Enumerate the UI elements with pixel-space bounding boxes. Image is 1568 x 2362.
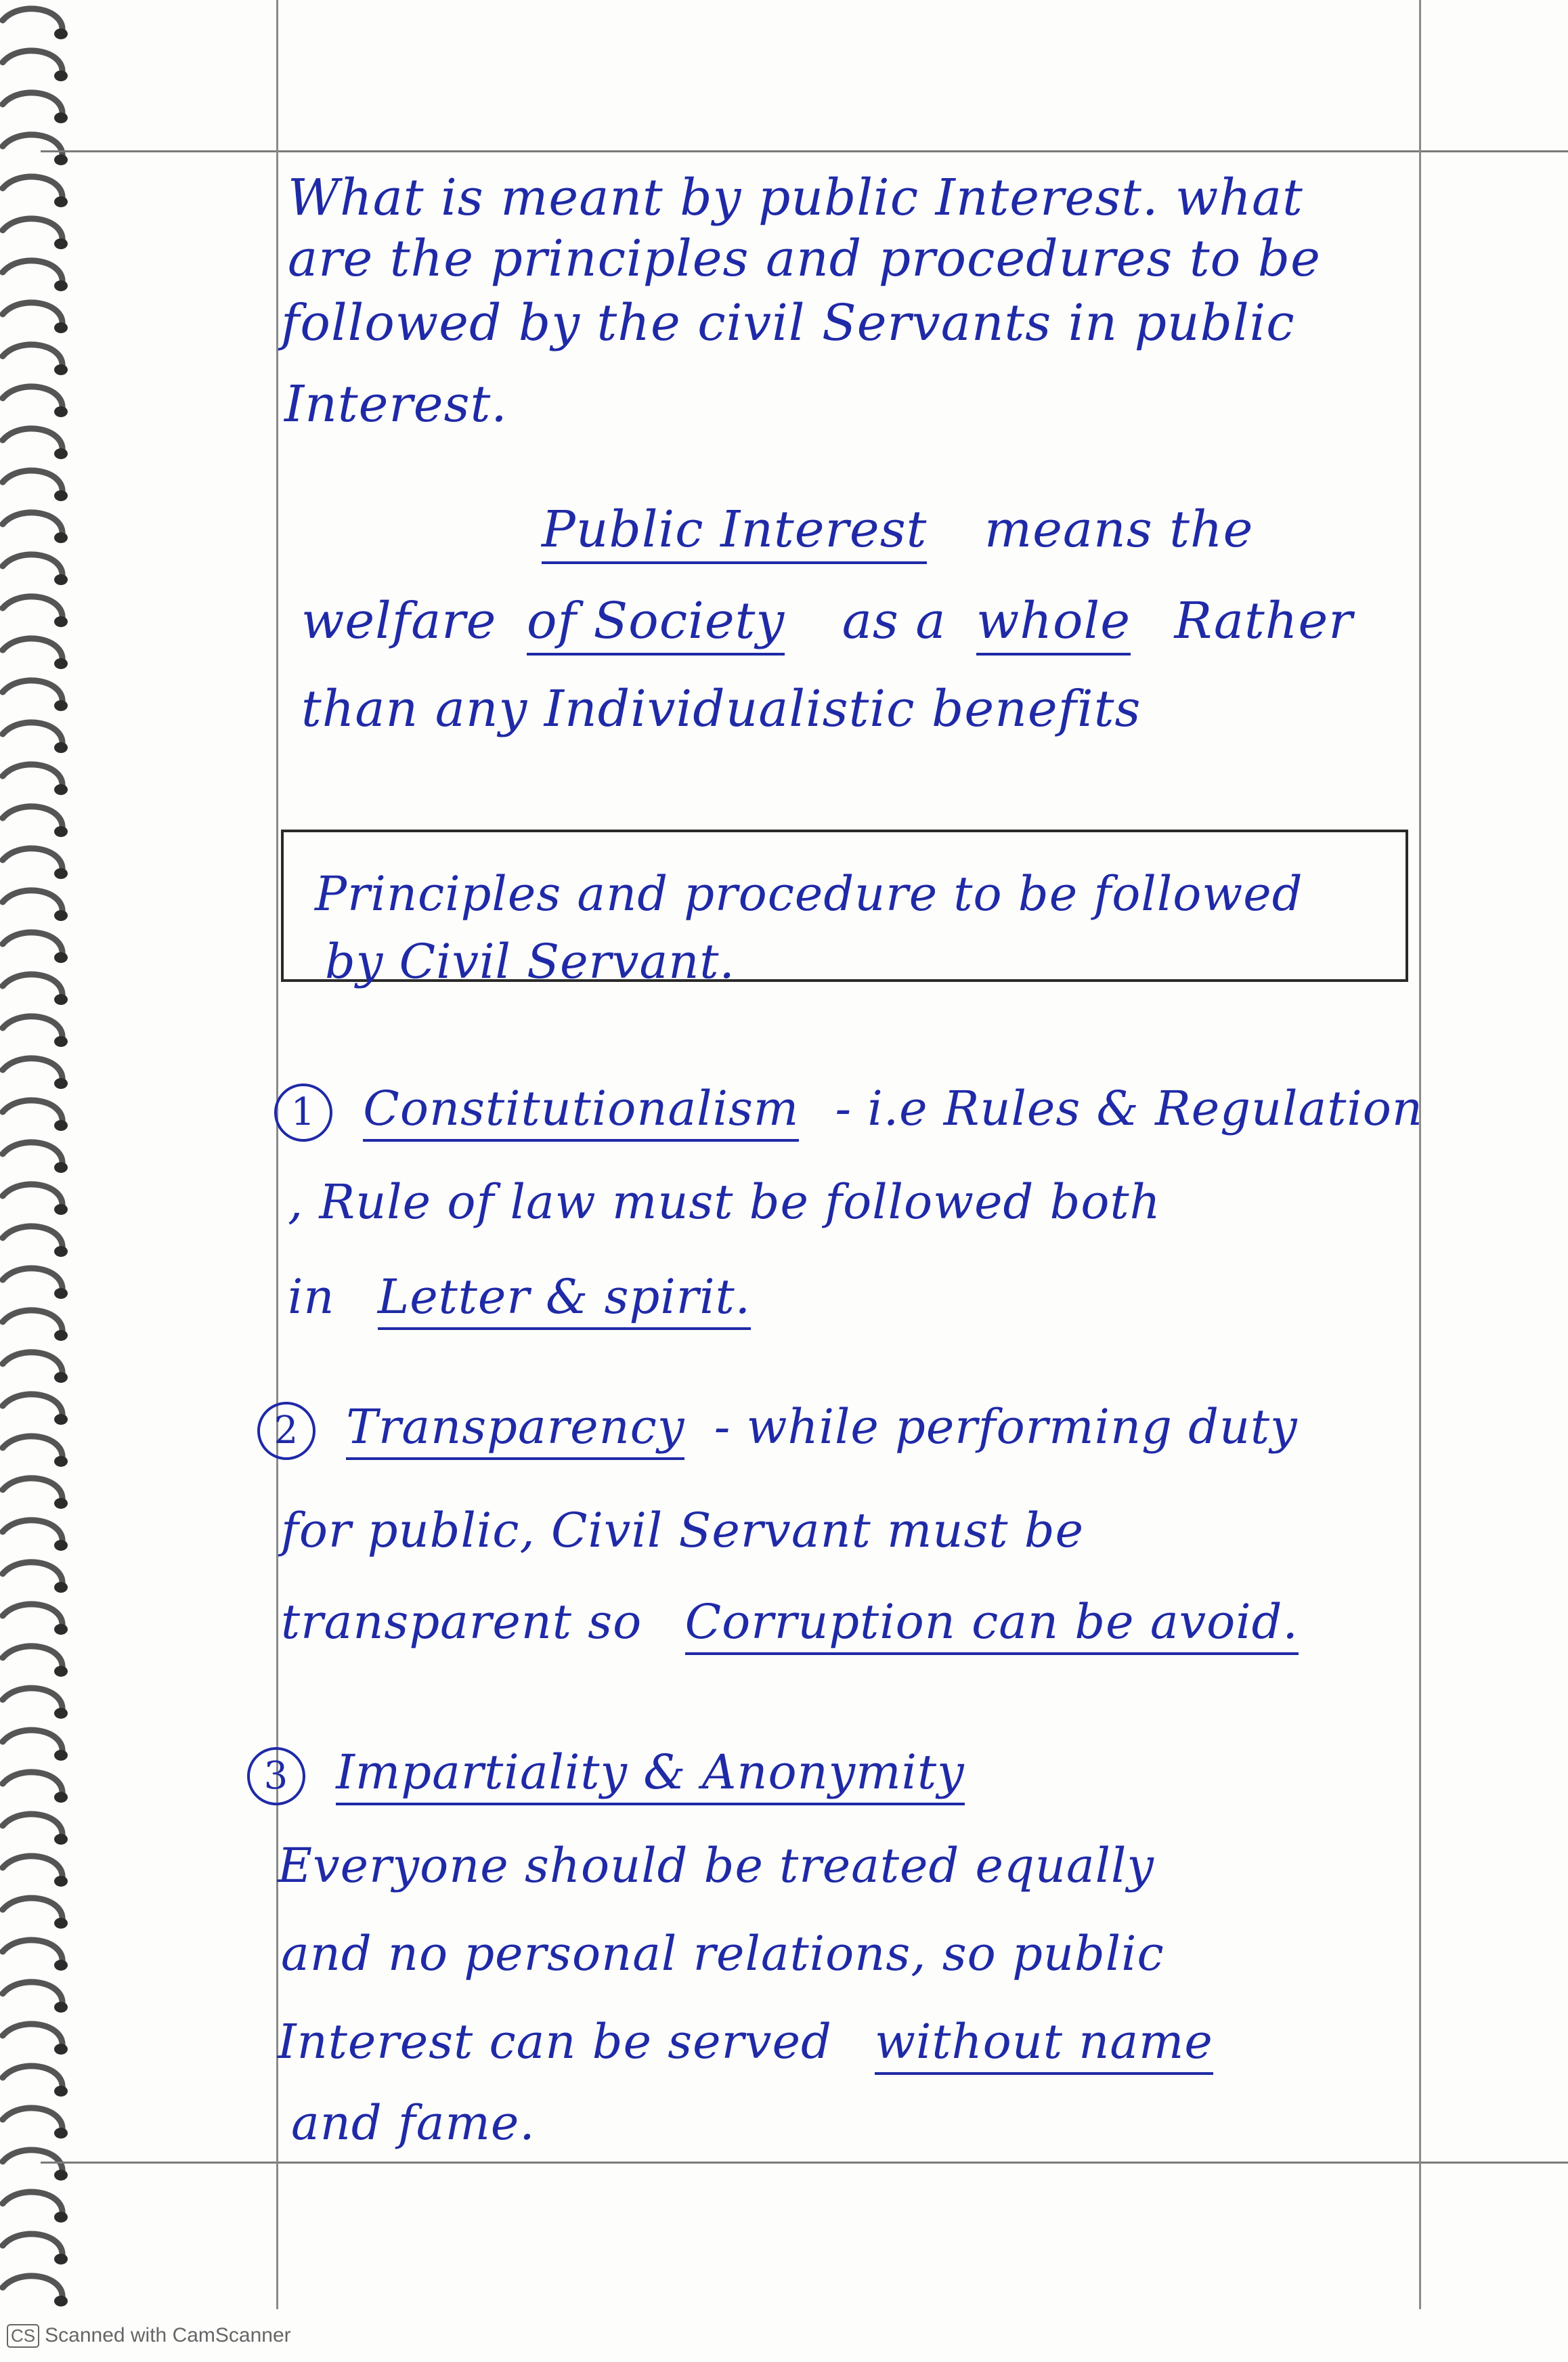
spiral-hole xyxy=(54,1876,68,1887)
point-2-title: Transparency xyxy=(346,1399,684,1460)
spiral-hole xyxy=(54,1120,68,1131)
spiral-hole xyxy=(54,1834,68,1845)
spiral-hole xyxy=(54,1540,68,1551)
definition-rather: Rather xyxy=(1174,592,1353,650)
spiral-hole xyxy=(54,1498,68,1509)
spiral-hole xyxy=(54,574,68,585)
spiral-hole xyxy=(54,490,68,501)
right-margin-line xyxy=(1419,0,1421,2309)
point-2-number: 2 xyxy=(257,1402,315,1460)
spiral-ring xyxy=(3,1058,62,1081)
point-1-line-1: - i.e Rules & Regulation xyxy=(835,1081,1423,1136)
point-2-line-3 xyxy=(281,1594,1299,1650)
spiral-ring xyxy=(3,1646,62,1669)
spiral-hole xyxy=(54,1288,68,1299)
spiral-hole xyxy=(54,28,68,39)
spiral-hole xyxy=(54,1372,68,1383)
spiral-ring xyxy=(3,345,62,367)
scanner-badge: CS xyxy=(7,2324,39,2348)
spiral-hole xyxy=(54,784,68,795)
spiral-ring xyxy=(3,387,62,409)
question-line-4: Interest. xyxy=(284,375,508,433)
spiral-ring xyxy=(3,849,62,871)
spiral-hole xyxy=(54,2044,68,2055)
spiral-hole xyxy=(54,1414,68,1425)
spiral-ring xyxy=(3,1898,62,1920)
spiral-hole xyxy=(54,868,68,879)
spiral-hole xyxy=(54,2128,68,2139)
point-2-line-2: for public, Civil Servant must be xyxy=(281,1503,1085,1558)
definition-as-a: as a xyxy=(842,592,946,650)
spiral-hole xyxy=(54,1666,68,1677)
spiral-hole xyxy=(54,1078,68,1089)
spiral-ring xyxy=(3,1394,62,1417)
boxed-heading-line-1: Principles and procedure to be followed xyxy=(315,866,1303,922)
spiral-hole xyxy=(54,616,68,627)
definition-of-society: of Society xyxy=(527,592,785,656)
spiral-hole xyxy=(54,994,68,1005)
spiral-ring xyxy=(3,1940,62,1962)
spiral-hole xyxy=(54,2212,68,2223)
spiral-ring xyxy=(3,932,62,955)
spiral-ring xyxy=(3,1688,62,1711)
definition-line-1 xyxy=(542,500,1254,559)
definition-welfare: welfare xyxy=(301,592,497,650)
spiral-ring xyxy=(3,177,62,199)
spiral-hole xyxy=(54,1330,68,1341)
spiral-hole xyxy=(54,952,68,963)
spiral-ring xyxy=(3,513,62,535)
point-3-line-2: and no personal relations, so public xyxy=(281,1926,1164,1981)
question-line-3-text: followed by the civil Servants in public xyxy=(281,294,1295,352)
spiral-ring xyxy=(3,1310,62,1333)
spiral-hole xyxy=(54,1624,68,1635)
definition-line-1-rest: means the xyxy=(984,500,1254,559)
spiral-hole xyxy=(54,196,68,207)
spiral-hole xyxy=(54,826,68,837)
definition-line-3: than any Individualistic benefits xyxy=(301,680,1141,738)
spiral-hole xyxy=(54,2086,68,2097)
point-3-underlined-tail: without name xyxy=(875,2014,1213,2075)
spiral-ring xyxy=(3,765,62,787)
spiral-hole xyxy=(54,532,68,543)
spiral-ring xyxy=(3,2276,62,2298)
spiral-ring xyxy=(3,1142,62,1165)
point-1-in: in xyxy=(288,1269,335,1325)
spiral-ring xyxy=(3,1226,62,1249)
spiral-ring xyxy=(3,1478,62,1501)
spiral-binding xyxy=(0,0,74,2362)
scanner-watermark xyxy=(7,2324,291,2348)
spiral-ring xyxy=(3,1562,62,1585)
spiral-hole xyxy=(54,1162,68,1173)
spiral-hole xyxy=(54,2296,68,2306)
spiral-ring xyxy=(3,1814,62,1837)
spiral-ring xyxy=(3,974,62,997)
spiral-ring xyxy=(3,471,62,493)
spiral-hole xyxy=(54,1204,68,1215)
point-3-title: Impartiality & Anonymity xyxy=(336,1744,964,1805)
spiral-ring xyxy=(3,429,62,451)
spiral-ring xyxy=(3,639,62,661)
definition-line-2 xyxy=(301,592,1353,650)
spiral-ring xyxy=(3,1982,62,2004)
point-1-line-3 xyxy=(288,1269,751,1325)
spiral-ring xyxy=(3,2234,62,2256)
spiral-ring xyxy=(3,1520,62,1543)
spiral-hole xyxy=(54,406,68,417)
point-2-underlined-tail: Corruption can be avoid. xyxy=(685,1594,1299,1655)
spiral-ring xyxy=(3,219,62,241)
point-3-line-1: Everyone should be treated equally xyxy=(278,1838,1154,1893)
spiral-ring xyxy=(3,1772,62,1795)
spiral-hole xyxy=(54,1792,68,1803)
spiral-hole xyxy=(54,1918,68,1929)
spiral-ring xyxy=(3,1604,62,1627)
spiral-hole xyxy=(54,2254,68,2264)
point-3-line-4: and fame. xyxy=(291,2095,536,2151)
definition-term: Public Interest xyxy=(542,500,927,564)
point-1-title-line xyxy=(274,1083,1423,1142)
point-3-title-line xyxy=(247,1744,965,1805)
spiral-ring xyxy=(3,1268,62,1291)
spiral-ring xyxy=(3,1436,62,1459)
spiral-ring xyxy=(3,1016,62,1039)
definition-whole: whole xyxy=(976,592,1131,656)
spiral-ring xyxy=(3,1184,62,1207)
spiral-hole xyxy=(54,1708,68,1719)
point-3-interest-served: Interest can be served xyxy=(278,2014,832,2069)
spiral-hole xyxy=(54,2170,68,2181)
spiral-hole xyxy=(54,364,68,375)
point-3-number: 3 xyxy=(247,1747,305,1805)
spiral-hole xyxy=(54,1456,68,1467)
point-1-line-2: , Rule of law must be followed both xyxy=(288,1174,1161,1230)
spiral-hole xyxy=(54,700,68,711)
spiral-hole xyxy=(54,742,68,753)
spiral-ring xyxy=(3,1352,62,1375)
top-rule-line xyxy=(41,150,1568,152)
spiral-ring xyxy=(3,303,62,325)
question-line-3 xyxy=(281,294,1295,352)
spiral-ring xyxy=(3,2024,62,2046)
spiral-ring xyxy=(3,261,62,283)
spiral-ring xyxy=(3,2108,62,2130)
spiral-hole xyxy=(54,238,68,249)
spiral-ring xyxy=(3,1730,62,1753)
spiral-hole xyxy=(54,112,68,123)
point-2-line-1: - while performing duty xyxy=(714,1399,1298,1455)
spiral-ring xyxy=(3,1100,62,1123)
spiral-hole xyxy=(54,1246,68,1257)
scanner-text: Scanned with CamScanner xyxy=(45,2324,291,2346)
spiral-ring xyxy=(3,597,62,619)
point-1-number: 1 xyxy=(274,1083,332,1142)
point-3-line-3 xyxy=(278,2014,1213,2069)
left-margin-line xyxy=(276,0,278,2309)
spiral-ring xyxy=(3,135,62,157)
question-line-1: What is meant by public Interest. what xyxy=(288,169,1303,227)
spiral-hole xyxy=(54,1036,68,1047)
spiral-ring xyxy=(3,1856,62,1878)
point-2-title-line xyxy=(257,1399,1298,1460)
spiral-ring xyxy=(3,51,62,73)
spiral-ring xyxy=(3,2192,62,2214)
point-1-title: Constitutionalism xyxy=(363,1081,799,1142)
bottom-rule-line xyxy=(41,2162,1568,2164)
spiral-ring xyxy=(3,681,62,703)
spiral-ring xyxy=(3,890,62,913)
spiral-ring xyxy=(3,9,62,31)
spiral-ring xyxy=(3,723,62,745)
spiral-ring xyxy=(3,2066,62,2088)
point-1-underlined-tail: Letter & spirit. xyxy=(378,1269,751,1330)
spiral-hole xyxy=(54,448,68,459)
question-line-2: are the principles and procedures to be xyxy=(288,230,1321,288)
spiral-ring xyxy=(3,807,62,829)
spiral-hole xyxy=(54,658,68,669)
spiral-hole xyxy=(54,1750,68,1761)
spiral-hole xyxy=(54,154,68,165)
boxed-heading-line-2: by Civil Servant. xyxy=(325,934,735,989)
point-2-transparent-so: transparent so xyxy=(281,1594,643,1650)
spiral-hole xyxy=(54,280,68,291)
spiral-hole xyxy=(54,1960,68,1971)
spiral-hole xyxy=(54,910,68,921)
spiral-hole xyxy=(54,322,68,333)
spiral-hole xyxy=(54,1582,68,1593)
spiral-ring xyxy=(3,93,62,115)
spiral-hole xyxy=(54,70,68,81)
spiral-ring xyxy=(3,555,62,577)
spiral-hole xyxy=(54,2002,68,2013)
